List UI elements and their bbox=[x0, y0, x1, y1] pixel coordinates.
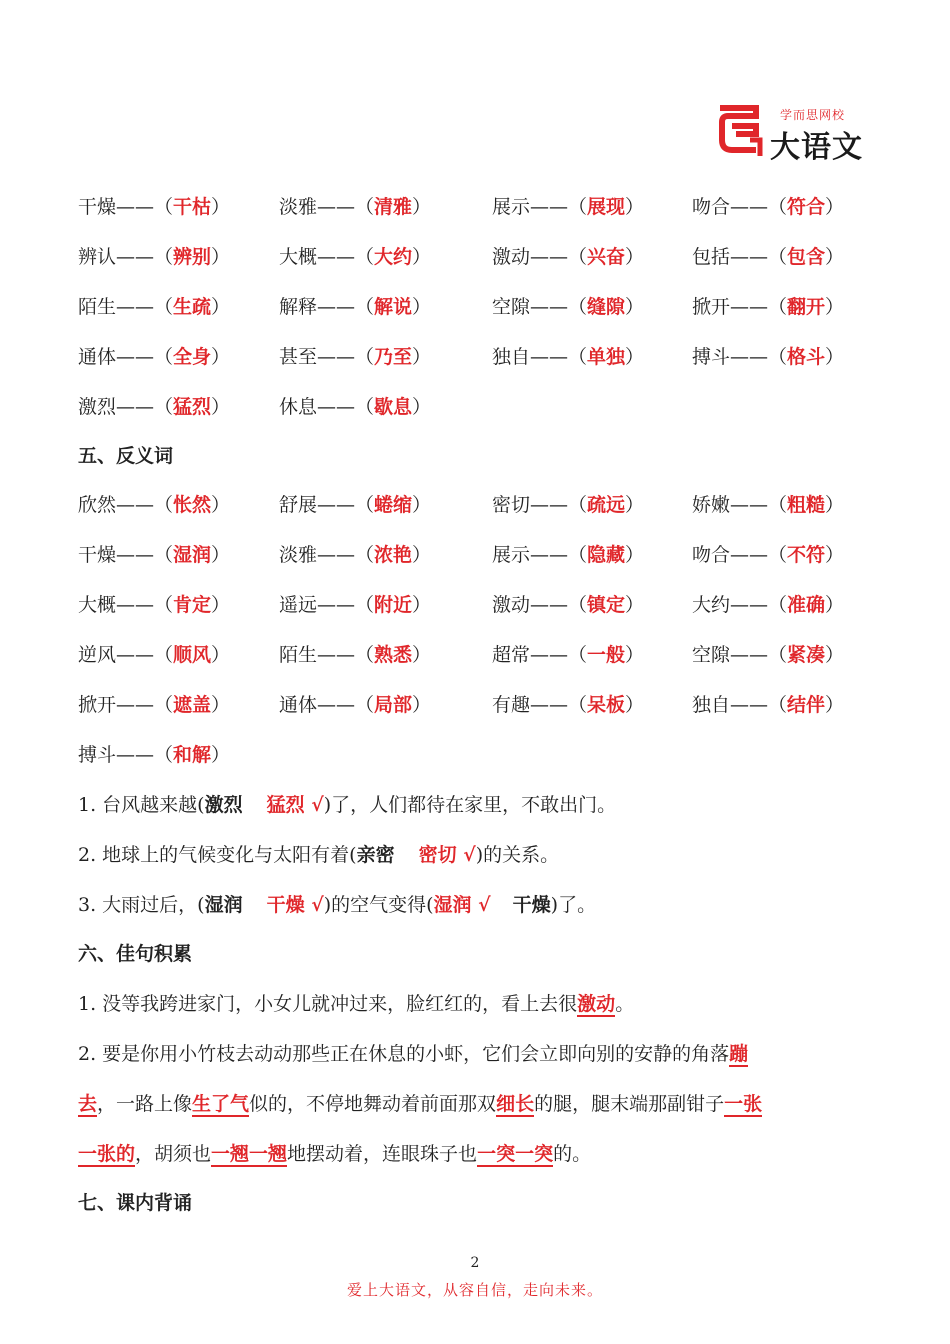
antonym-word: 遥远——（ bbox=[279, 594, 375, 616]
synonym-word: 干燥——（ bbox=[78, 196, 174, 218]
antonym-answer: 结伴 bbox=[787, 694, 826, 716]
synonym-close-paren: ） bbox=[211, 246, 231, 268]
antonym-close-paren: ） bbox=[211, 694, 231, 716]
antonym-pair bbox=[279, 593, 431, 617]
antonym-word: 干燥——（ bbox=[78, 544, 174, 566]
antonym-close-paren: ） bbox=[211, 494, 231, 516]
sentence-2-line-3: 一张的，胡须也一翘一翘地摆动着，连眼珠子也一突一突的。 bbox=[78, 1143, 592, 1165]
antonym-word: 大约——（ bbox=[692, 594, 788, 616]
synonym-pair bbox=[492, 295, 644, 319]
antonym-word: 通体——（ bbox=[279, 694, 375, 716]
synonym-answer: 生疏 bbox=[173, 296, 212, 318]
synonym-close-paren: ） bbox=[412, 196, 432, 218]
synonym-pair bbox=[492, 195, 644, 219]
synonym-pair bbox=[279, 345, 431, 369]
antonym-pair bbox=[78, 543, 230, 567]
synonym-close-paren: ） bbox=[625, 296, 645, 318]
synonym-close-paren: ） bbox=[211, 396, 231, 418]
antonym-close-paren: ） bbox=[412, 644, 432, 666]
antonym-answer: 附近 bbox=[374, 594, 413, 616]
synonym-word: 激烈——（ bbox=[78, 396, 174, 418]
synonym-pair bbox=[279, 295, 431, 319]
antonym-answer: 疏远 bbox=[587, 494, 626, 516]
antonym-pair bbox=[279, 643, 431, 667]
antonym-answer: 怅然 bbox=[173, 494, 212, 516]
synonym-pair bbox=[692, 345, 844, 369]
antonym-answer: 遮盖 bbox=[173, 694, 212, 716]
synonym-word: 掀开——（ bbox=[692, 296, 788, 318]
antonym-close-paren: ） bbox=[412, 594, 432, 616]
synonym-answer: 全身 bbox=[173, 346, 212, 368]
antonym-word: 娇嫩——（ bbox=[692, 494, 788, 516]
antonym-word: 欣然——（ bbox=[78, 494, 174, 516]
antonym-pair bbox=[692, 593, 844, 617]
antonym-close-paren: ） bbox=[211, 544, 231, 566]
synonym-answer: 干枯 bbox=[173, 196, 212, 218]
antonym-word: 淡雅——（ bbox=[279, 544, 375, 566]
synonym-answer: 兴奋 bbox=[587, 246, 626, 268]
synonym-answer: 单独 bbox=[587, 346, 626, 368]
antonym-pair bbox=[492, 643, 644, 667]
antonym-pair bbox=[78, 493, 230, 517]
antonym-pair bbox=[692, 643, 844, 667]
antonym-word: 独自——（ bbox=[692, 694, 788, 716]
synonym-word: 激动——（ bbox=[492, 246, 588, 268]
synonym-close-paren: ） bbox=[825, 296, 845, 318]
antonym-word: 大概——（ bbox=[78, 594, 174, 616]
synonym-answer: 包含 bbox=[787, 246, 826, 268]
synonym-close-paren: ） bbox=[825, 196, 845, 218]
synonym-close-paren: ） bbox=[211, 296, 231, 318]
synonym-close-paren: ） bbox=[211, 346, 231, 368]
synonym-word: 辨认——（ bbox=[78, 246, 174, 268]
choice-q2: 2. 地球上的气候变化与太阳有着(亲密 密切 √)的关系。 bbox=[78, 844, 560, 866]
synonym-pair bbox=[692, 195, 844, 219]
synonym-close-paren: ） bbox=[825, 246, 845, 268]
antonym-pair bbox=[492, 593, 644, 617]
antonym-answer: 顺风 bbox=[173, 644, 212, 666]
antonym-word: 超常——（ bbox=[492, 644, 588, 666]
antonym-answer: 一般 bbox=[587, 644, 626, 666]
synonym-close-paren: ） bbox=[412, 296, 432, 318]
brand-title: 大语文 bbox=[770, 130, 863, 165]
synonym-word: 休息——（ bbox=[279, 396, 375, 418]
antonym-heading: 五、反义词 bbox=[78, 445, 174, 467]
synonym-pair bbox=[492, 345, 644, 369]
sentence-1: 1. 没等我跨进家门，小女儿就冲过来，脸红红的，看上去很激动。 bbox=[78, 993, 635, 1015]
synonym-close-paren: ） bbox=[412, 246, 432, 268]
recite-heading: 七、课内背诵 bbox=[78, 1192, 193, 1214]
synonym-word: 解释——（ bbox=[279, 296, 375, 318]
sentence-2-line-1: 2. 要是你用小竹枝去动动那些正在休息的小虾，它们会立即向别的安静的角落蹦 bbox=[78, 1043, 749, 1065]
synonym-word: 通体——（ bbox=[78, 346, 174, 368]
antonym-close-paren: ） bbox=[825, 544, 845, 566]
antonym-close-paren: ） bbox=[825, 594, 845, 616]
synonym-pair bbox=[78, 345, 230, 369]
antonym-answer: 局部 bbox=[374, 694, 413, 716]
synonym-answer: 猛烈 bbox=[173, 396, 212, 418]
antonym-pair bbox=[492, 693, 644, 717]
antonym-pair bbox=[78, 693, 230, 717]
antonym-close-paren: ） bbox=[211, 744, 231, 766]
synonym-word: 空隙——（ bbox=[492, 296, 588, 318]
antonym-answer: 呆板 bbox=[587, 694, 626, 716]
synonym-word: 包括——（ bbox=[692, 246, 788, 268]
synonym-close-paren: ） bbox=[412, 396, 432, 418]
synonym-word: 搏斗——（ bbox=[692, 346, 788, 368]
synonym-pair bbox=[78, 295, 230, 319]
brand-mark-icon bbox=[716, 100, 766, 158]
synonym-word: 大概——（ bbox=[279, 246, 375, 268]
synonym-pair bbox=[279, 195, 431, 219]
antonym-answer: 镇定 bbox=[587, 594, 626, 616]
antonym-answer: 浓艳 bbox=[374, 544, 413, 566]
antonym-word: 密切——（ bbox=[492, 494, 588, 516]
antonym-close-paren: ） bbox=[211, 594, 231, 616]
antonym-word: 激动——（ bbox=[492, 594, 588, 616]
antonym-close-paren: ） bbox=[625, 644, 645, 666]
antonym-pair bbox=[692, 493, 844, 517]
choice-q1: 1. 台风越来越(激烈 猛烈 √)了，人们都待在家里，不敢出门。 bbox=[78, 794, 617, 816]
synonym-close-paren: ） bbox=[625, 196, 645, 218]
synonym-answer: 翻开 bbox=[787, 296, 826, 318]
antonym-answer: 蜷缩 bbox=[374, 494, 413, 516]
synonym-answer: 展现 bbox=[587, 196, 626, 218]
synonym-word: 展示——（ bbox=[492, 196, 588, 218]
antonym-answer: 湿润 bbox=[173, 544, 212, 566]
synonym-close-paren: ） bbox=[625, 346, 645, 368]
page-number: 2 bbox=[470, 1255, 480, 1271]
antonym-answer: 肯定 bbox=[173, 594, 212, 616]
antonym-close-paren: ） bbox=[625, 494, 645, 516]
synonym-pair bbox=[279, 245, 431, 269]
synonym-answer: 符合 bbox=[787, 196, 826, 218]
antonym-pair bbox=[279, 543, 431, 567]
antonym-answer: 粗糙 bbox=[787, 494, 826, 516]
synonym-close-paren: ） bbox=[211, 196, 231, 218]
antonym-word: 吻合——（ bbox=[692, 544, 788, 566]
synonym-word: 淡雅——（ bbox=[279, 196, 375, 218]
synonym-pair bbox=[692, 245, 844, 269]
synonym-answer: 辨别 bbox=[173, 246, 212, 268]
synonym-answer: 乃至 bbox=[374, 346, 413, 368]
antonym-word: 逆风——（ bbox=[78, 644, 174, 666]
synonym-answer: 大约 bbox=[374, 246, 413, 268]
antonym-close-paren: ） bbox=[825, 494, 845, 516]
antonym-answer: 隐藏 bbox=[587, 544, 626, 566]
antonym-close-paren: ） bbox=[412, 494, 432, 516]
antonym-close-paren: ） bbox=[625, 694, 645, 716]
antonym-word: 舒展——（ bbox=[279, 494, 375, 516]
antonym-answer: 不符 bbox=[787, 544, 826, 566]
synonym-answer: 格斗 bbox=[787, 346, 826, 368]
brand-logo bbox=[716, 100, 866, 165]
antonym-pair bbox=[692, 693, 844, 717]
antonym-pair bbox=[492, 543, 644, 567]
synonym-pair bbox=[692, 295, 844, 319]
brand-subtitle: 学而思网校 bbox=[780, 108, 846, 122]
antonym-answer: 准确 bbox=[787, 594, 826, 616]
antonym-close-paren: ） bbox=[825, 644, 845, 666]
synonym-word: 甚至——（ bbox=[279, 346, 375, 368]
antonym-close-paren: ） bbox=[625, 544, 645, 566]
choice-q3: 3. 大雨过后，(湿润 干燥 √)的空气变得(湿润 √ 干燥)了。 bbox=[78, 894, 597, 916]
antonym-pair bbox=[279, 693, 431, 717]
synonym-answer: 解说 bbox=[374, 296, 413, 318]
antonym-word: 搏斗——（ bbox=[78, 744, 174, 766]
synonym-close-paren: ） bbox=[625, 246, 645, 268]
antonym-answer: 和解 bbox=[173, 744, 212, 766]
synonym-close-paren: ） bbox=[825, 346, 845, 368]
antonym-word: 空隙——（ bbox=[692, 644, 788, 666]
synonym-pair bbox=[78, 195, 230, 219]
antonym-word: 展示——（ bbox=[492, 544, 588, 566]
antonym-pair bbox=[78, 743, 230, 767]
synonym-word: 陌生——（ bbox=[78, 296, 174, 318]
sentence-heading: 六、佳句积累 bbox=[78, 943, 193, 965]
synonym-answer: 清雅 bbox=[374, 196, 413, 218]
synonym-pair bbox=[279, 395, 431, 419]
synonym-pair bbox=[492, 245, 644, 269]
antonym-pair bbox=[692, 543, 844, 567]
sentence-2-line-2: 去，一路上像生了气似的，不停地舞动着前面那双细长的腿，腿末端那副钳子一张 bbox=[78, 1093, 763, 1115]
antonym-close-paren: ） bbox=[412, 544, 432, 566]
antonym-pair bbox=[492, 493, 644, 517]
synonym-answer: 缝隙 bbox=[587, 296, 626, 318]
antonym-close-paren: ） bbox=[625, 594, 645, 616]
synonym-word: 吻合——（ bbox=[692, 196, 788, 218]
antonym-pair bbox=[279, 493, 431, 517]
antonym-close-paren: ） bbox=[211, 644, 231, 666]
footer-slogan: 爱上大语文，从容自信，走向未来。 bbox=[346, 1281, 603, 1299]
antonym-word: 陌生——（ bbox=[279, 644, 375, 666]
antonym-word: 有趣——（ bbox=[492, 694, 588, 716]
synonym-pair bbox=[78, 395, 230, 419]
synonym-close-paren: ） bbox=[412, 346, 432, 368]
antonym-answer: 紧凑 bbox=[787, 644, 826, 666]
antonym-word: 掀开——（ bbox=[78, 694, 174, 716]
synonym-pair bbox=[78, 245, 230, 269]
antonym-answer: 熟悉 bbox=[374, 644, 413, 666]
synonym-answer: 歇息 bbox=[374, 396, 413, 418]
antonym-close-paren: ） bbox=[412, 694, 432, 716]
synonym-word: 独自——（ bbox=[492, 346, 588, 368]
antonym-close-paren: ） bbox=[825, 694, 845, 716]
antonym-pair bbox=[78, 643, 230, 667]
antonym-pair bbox=[78, 593, 230, 617]
